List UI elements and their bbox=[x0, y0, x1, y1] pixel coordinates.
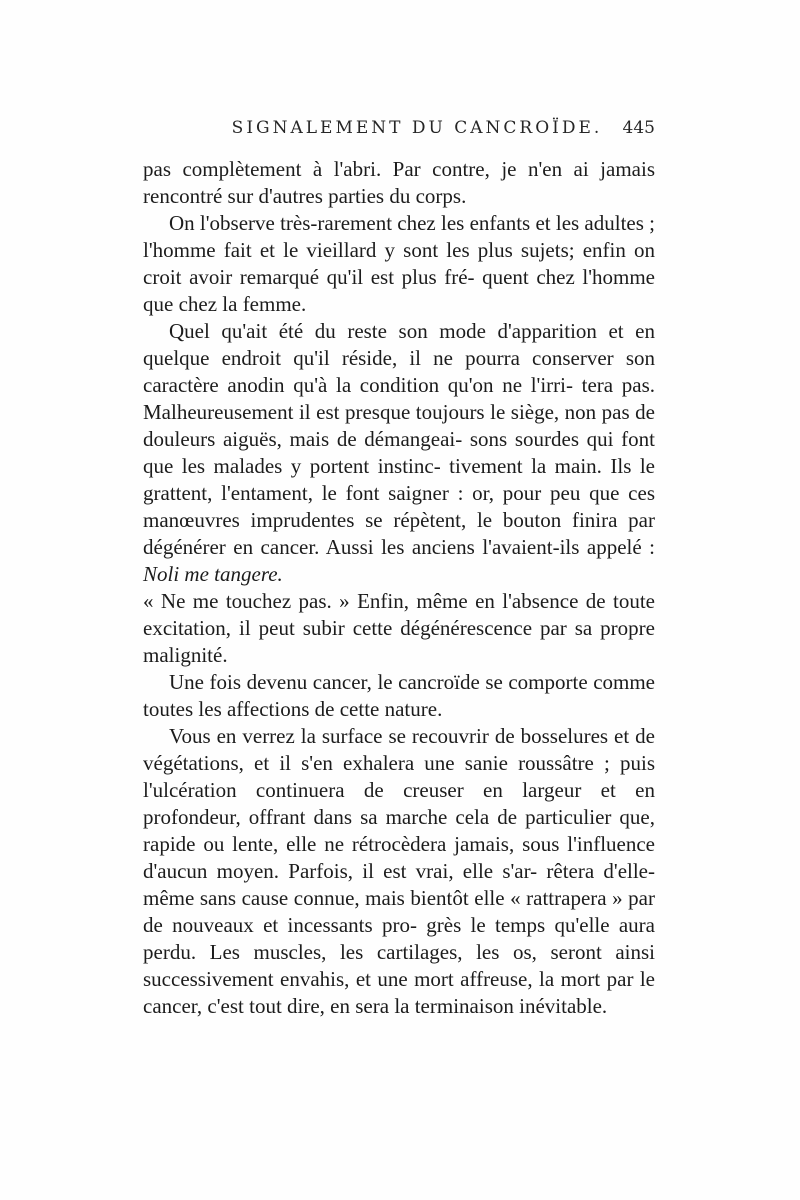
body-text bbox=[143, 156, 655, 1020]
paragraph-occurrence: On l'observe très-rarement chez les enfants et les adultes ; l'homme fait et le vieillard y sont les plus sujets; enfin on croit avoir remarqué qu'il est plus fré- quent chez l'homme que chez la femme. bbox=[143, 211, 656, 316]
running-title: SIGNALEMENT DU CANCROÏDE. bbox=[231, 118, 603, 138]
running-head bbox=[143, 118, 655, 148]
paragraph-continuation: pas complètement à l'abri. Par contre, je n'en ai jamais rencontré sur d'autres parties du corps. bbox=[143, 157, 655, 208]
page-number: 445 bbox=[622, 118, 655, 138]
paragraph-progression: Vous en verrez la surface se recouvrir de bosselures et de végétations, et il s'en exhalera une sanie roussâtre ; puis l'ulcération continuera de creuser en largeur et en profondeur, offrant dans sa marche cela de particulier que, rapide ou lente, elle ne rétrocèdera jamais, sous l'influence d'aucun moyen. Parfois, il est vrai, elle s'ar- rêtera d'elle-même sans cause connue, mais bientôt elle « rattrapera » par de nouveaux et incessants pro- grès le temps qu'elle aura perdu. Les muscles, les cartilages, les os, seront ainsi successivement envahis, et une mort affreuse, la mort par le cancer, c'est tout dire, en sera la terminaison inévitable. bbox=[143, 724, 655, 1018]
paragraph-irritation-text: Quel qu'ait été du reste son mode d'apparition et en quelque endroit qu'il réside, il ne pourra conserver son caractère anodin qu'à la condition qu'on ne l'irri- tera pas. Malheureusement il est presque toujours le siège, non pas de douleurs aiguës, mais de démangeai- sons sourdes qui font que les malades y portent instinc- tivement la main. Ils le grattent, l'entament, le font saigner : or, pour peu que ces manœuvres imprudentes se répètent, le bouton finira par dégénérer en cancer. Aussi les anciens l'avaient-ils appelé : bbox=[143, 319, 655, 559]
paragraph-cancer: Une fois devenu cancer, le cancroïde se comporte comme toutes les affections de cette nature. bbox=[143, 670, 655, 721]
latin-phrase: Noli me tangere. bbox=[143, 562, 283, 586]
paragraph-irritation bbox=[143, 318, 655, 588]
paragraph-noli-me-tangere: « Ne me touchez pas. » Enfin, même en l'absence de toute excitation, il peut subir cette dégénérescence par sa propre malignité. bbox=[143, 589, 655, 667]
